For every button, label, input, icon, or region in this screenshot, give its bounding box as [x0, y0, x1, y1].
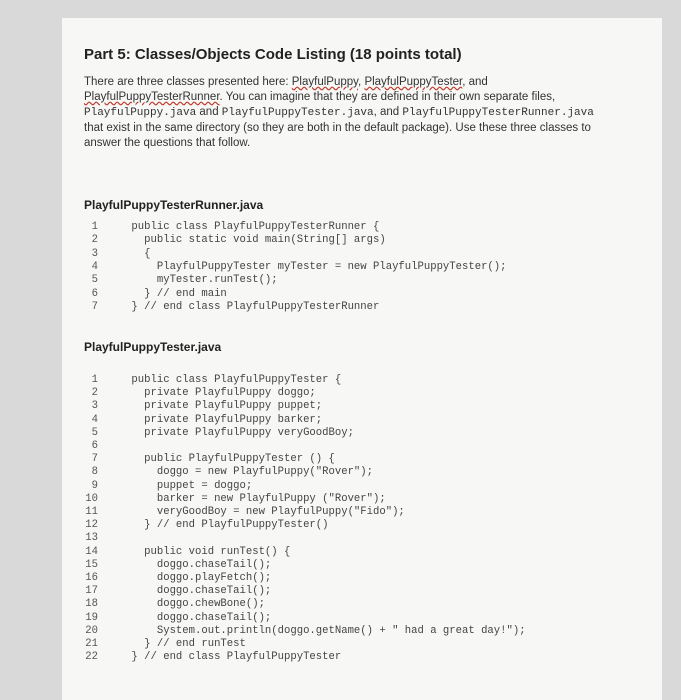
line-number: 3 [91, 400, 98, 413]
line-number: 11 [85, 506, 98, 518]
code-text: doggo.chaseTail(); [106, 558, 272, 571]
code-text: public PlayfulPuppyTester () { [106, 453, 335, 466]
line-number: 14 [85, 545, 98, 558]
class-name-playfulpuppy: PlayfulPuppy [291, 76, 359, 88]
line-number: 6 [91, 287, 98, 300]
line-number: 20 [85, 624, 98, 637]
code-text: doggo.playFetch(); [106, 572, 272, 584]
line-number: 21 [85, 638, 98, 650]
line-number: 3 [91, 247, 98, 260]
line-number: 10 [85, 492, 98, 505]
code-text: veryGoodBoy = new PlayfulPuppy("Fido"); [106, 506, 405, 518]
line-number: 8 [91, 466, 98, 479]
code-text: doggo.chaseTail(); [106, 611, 272, 624]
line-number: 5 [91, 274, 98, 287]
code-text: public class PlayfulPuppyTester { [106, 374, 342, 386]
line-number: 4 [91, 413, 98, 426]
class-name-playfulpuppytester: PlayfulPuppyTester [364, 76, 463, 88]
code-text: public static void main(String[] args) [106, 234, 386, 247]
intro-paragraph [84, 75, 604, 151]
file-name-puppy: PlayfulPuppy.java [84, 107, 197, 119]
line-number: 1 [91, 221, 98, 233]
code-text: public void runTest() { [106, 545, 291, 558]
line-number: 17 [85, 585, 98, 598]
line-number: 22 [85, 651, 98, 664]
code-text: private PlayfulPuppy barker; [106, 413, 323, 426]
file-name-tester: PlayfulPuppyTester.java [221, 107, 374, 119]
code-text: barker = new PlayfulPuppy ("Rover"); [106, 492, 386, 505]
line-number: 13 [85, 532, 98, 545]
code-text: } // end runTest [106, 638, 246, 650]
line-number: 4 [91, 260, 98, 273]
runner-file-title: PlayfulPuppyTesterRunner.java [84, 198, 264, 212]
intro-text-5: that exist in the same directory (so they are both in the default package). Use these three classes to answer the questions that follow. [84, 122, 591, 149]
tester-code-listing [84, 374, 644, 694]
class-name-runner: PlayfulPuppyTesterRunner [84, 91, 220, 103]
code-text: } // end class PlayfulPuppyTester [106, 651, 342, 664]
code-text: doggo.chaseTail(); [106, 585, 272, 598]
code-text: puppet = doggo; [106, 479, 253, 492]
code-text: { [106, 247, 151, 260]
code-text: System.out.println(doggo.getName() + " had a great day!"); [106, 624, 526, 637]
code-text: private PlayfulPuppy veryGoodBoy; [106, 426, 354, 439]
line-number: 7 [91, 300, 98, 313]
code-text: } // end main [106, 287, 227, 300]
line-number: 1 [91, 374, 98, 386]
line-number: 2 [91, 234, 98, 247]
intro-sep-1: , [358, 76, 365, 88]
intro-text-3: and [196, 106, 222, 118]
line-number: 12 [85, 519, 98, 532]
line-number: 2 [91, 387, 98, 400]
code-text: myTester.runTest(); [106, 274, 278, 287]
code-text: } // end PlayfulPuppyTester() [106, 519, 329, 532]
code-text: private PlayfulPuppy doggo; [106, 387, 316, 400]
line-number: 15 [85, 558, 98, 571]
line-number: 7 [91, 453, 98, 466]
line-number: 9 [91, 479, 98, 492]
code-text: } // end class PlayfulPuppyTesterRunner [106, 300, 380, 313]
line-number: 6 [91, 440, 98, 452]
line-number: 18 [85, 598, 98, 611]
intro-sep-2: , and [462, 76, 488, 88]
code-text: doggo.chewBone(); [106, 598, 265, 611]
intro-text-1: There are three classes presented here: [84, 76, 292, 88]
runner-code-listing [84, 221, 644, 321]
page-content [84, 46, 644, 151]
code-text: public class PlayfulPuppyTesterRunner { [106, 221, 380, 233]
line-number: 19 [85, 611, 98, 624]
intro-text-2: . You can imagine that they are defined in their own separate files, [219, 91, 556, 103]
code-text: private PlayfulPuppy puppet; [106, 400, 323, 413]
file-name-runner: PlayfulPuppyTesterRunner.java [402, 107, 594, 119]
line-number: 5 [91, 426, 98, 439]
intro-text-4: , and [373, 106, 400, 118]
code-text: doggo = new PlayfulPuppy("Rover"); [106, 466, 374, 479]
section-heading: Part 5: Classes/Objects Code Listing (18 points total) [84, 46, 462, 63]
line-number: 16 [85, 572, 98, 584]
document-page [62, 18, 662, 700]
tester-file-title: PlayfulPuppyTester.java [84, 340, 222, 354]
code-text: PlayfulPuppyTester myTester = new PlayfulPuppyTester(); [106, 260, 507, 273]
